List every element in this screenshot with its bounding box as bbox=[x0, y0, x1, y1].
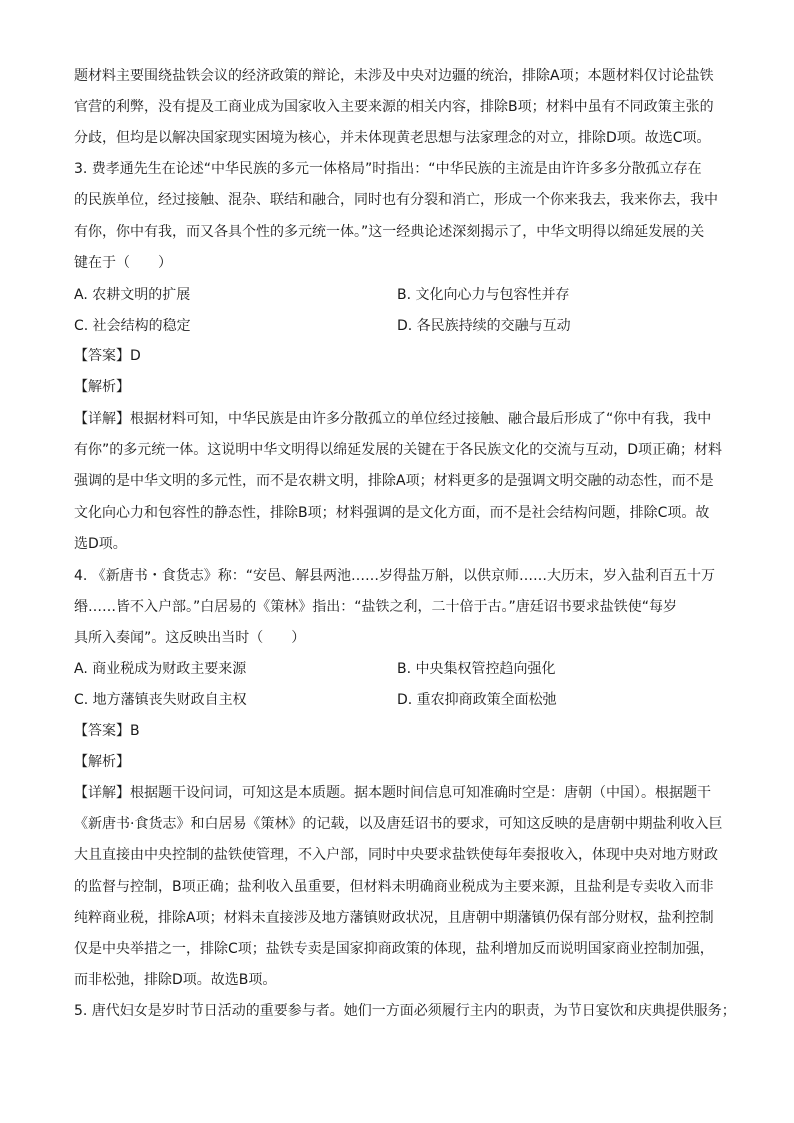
q4-detail-line-6: 仅是中央举措之一，排除C项；盐铁专卖是国家抑商政策的体现，盐利增加反而说明国家商业控制加强， bbox=[74, 941, 714, 957]
q4-stem-line-1: 4. 《新唐书・食货志》称：“安邑、解县两池……岁得盐万斛，以供京师……大历末，岁入盐利百五十万 bbox=[74, 568, 716, 584]
q4-option-b: B. 中央集权管控趋向强化 bbox=[397, 661, 556, 677]
q3-analysis-label: 【解析】 bbox=[74, 379, 130, 395]
q3-detail-line-3: 强调的是中华文明的多元性，而不是农耕文明，排除A项；材料更多的是强调文明交融的动态性，而不是 bbox=[74, 473, 714, 489]
q4-detail-line-4: 的监督与控制，B项正确；盐利收入虽重要，但材料未明确商业税成为主要来源，且盐利是专卖收入而非 bbox=[74, 879, 714, 895]
q3-stem-line-1: 3. 费孝通先生在论述“中华民族的多元一体格局”时指出：“中华民族的主流是由许许多多分散孤立存在 bbox=[74, 161, 702, 177]
q3-stem-line-2: 的民族单位，经过接触、混杂、联结和融合，同时也有分裂和消亡，形成一个你来我去，我来你去，我中 bbox=[74, 192, 718, 208]
q3-stem-line-3: 有你，你中有我，而又各具个性的多元统一体。”这一经典论述深刻揭示了，中华文明得以绵延发展的关 bbox=[74, 224, 705, 240]
q4-option-c: C. 地方藩镇丧失财政自主权 bbox=[74, 692, 247, 708]
q3-detail-line-1: 【详解】根据材料可知，中华民族是由许多分散孤立的单位经过接触、融合最后形成了“你中有我，我中 bbox=[74, 411, 712, 427]
q4-stem-line-2: 缗……皆不入户部。”白居易的《策林》指出：“盐铁之利，二十倍于古。”唐廷诏书要求盐铁使“每岁 bbox=[74, 599, 678, 615]
q3-detail-line-4: 文化向心力和包容性的静态性，排除B项；材料强调的是文化方面，而不是社会结构问题，排除C项。故 bbox=[74, 505, 710, 521]
q3-option-a: A. 农耕文明的扩展 bbox=[74, 287, 191, 303]
q3-option-d: D. 各民族持续的交融与互动 bbox=[397, 318, 571, 334]
q3-stem-line-4: 键在于（ ） bbox=[74, 255, 172, 271]
q4-analysis-label: 【解析】 bbox=[74, 754, 130, 770]
q3-answer: 【答案】D bbox=[74, 348, 141, 364]
q4-detail-line-5: 纯粹商业税，排除A项；材料未直接涉及地方藩镇财政状况，且唐朝中期藩镇仍保有部分财权，盐利控制 bbox=[74, 910, 714, 926]
prev-explanation-line-2: 官营的利弊，没有提及工商业成为国家收入主要来源的相关内容，排除B项；材料中虽有不同政策主张的 bbox=[74, 99, 714, 115]
q4-option-a: A. 商业税成为财政主要来源 bbox=[74, 661, 247, 677]
q5-stem-line-1: 5. 唐代妇女是岁时节日活动的重要参与者。她们一方面必须履行主内的职责，为节日宴饮和庆典提供服务； bbox=[74, 1003, 736, 1019]
q4-detail-line-3: 大且直接由中央控制的盐铁使管理，不入户部，同时中央要求盐铁使每年奏报收入，体现中央对地方财政 bbox=[74, 847, 718, 863]
q4-detail-line-7: 而非松弛，排除D项。故选B项。 bbox=[74, 972, 277, 988]
q3-option-b: B. 文化向心力与包容性并存 bbox=[397, 287, 570, 303]
prev-explanation-line-1: 题材料主要围绕盐铁会议的经济政策的辩论，未涉及中央对边疆的统治，排除A项；本题材料仅讨论盐铁 bbox=[74, 68, 714, 84]
q4-stem-line-3: 具所入奏闻”。这反映出当时（ ） bbox=[74, 630, 306, 646]
q4-option-d: D. 重农抑商政策全面松弛 bbox=[397, 692, 557, 708]
prev-explanation-line-3: 分歧，但均是以解决国家现实困境为核心，并未体现黄老思想与法家理念的对立，排除D项。故选C项。 bbox=[74, 130, 711, 146]
q4-detail-line-1: 【详解】根据题干设问词，可知这是本质题。据本题时间信息可知准确时空是：唐朝（中国）。根据题干 bbox=[74, 785, 711, 801]
q4-answer: 【答案】B bbox=[74, 723, 140, 739]
q3-detail-line-2: 有你”的多元统一体。这说明中华文明得以绵延发展的关键在于各民族文化的交流与互动，D项正确；材料 bbox=[74, 442, 723, 458]
q4-detail-line-2: 《新唐书·食货志》和白居易《策林》的记载，以及唐廷诏书的要求，可知这反映的是唐朝中期盐利收入巨 bbox=[74, 816, 723, 832]
q3-detail-line-5: 选D项。 bbox=[74, 536, 127, 552]
q3-option-c: C. 社会结构的稳定 bbox=[74, 318, 191, 334]
